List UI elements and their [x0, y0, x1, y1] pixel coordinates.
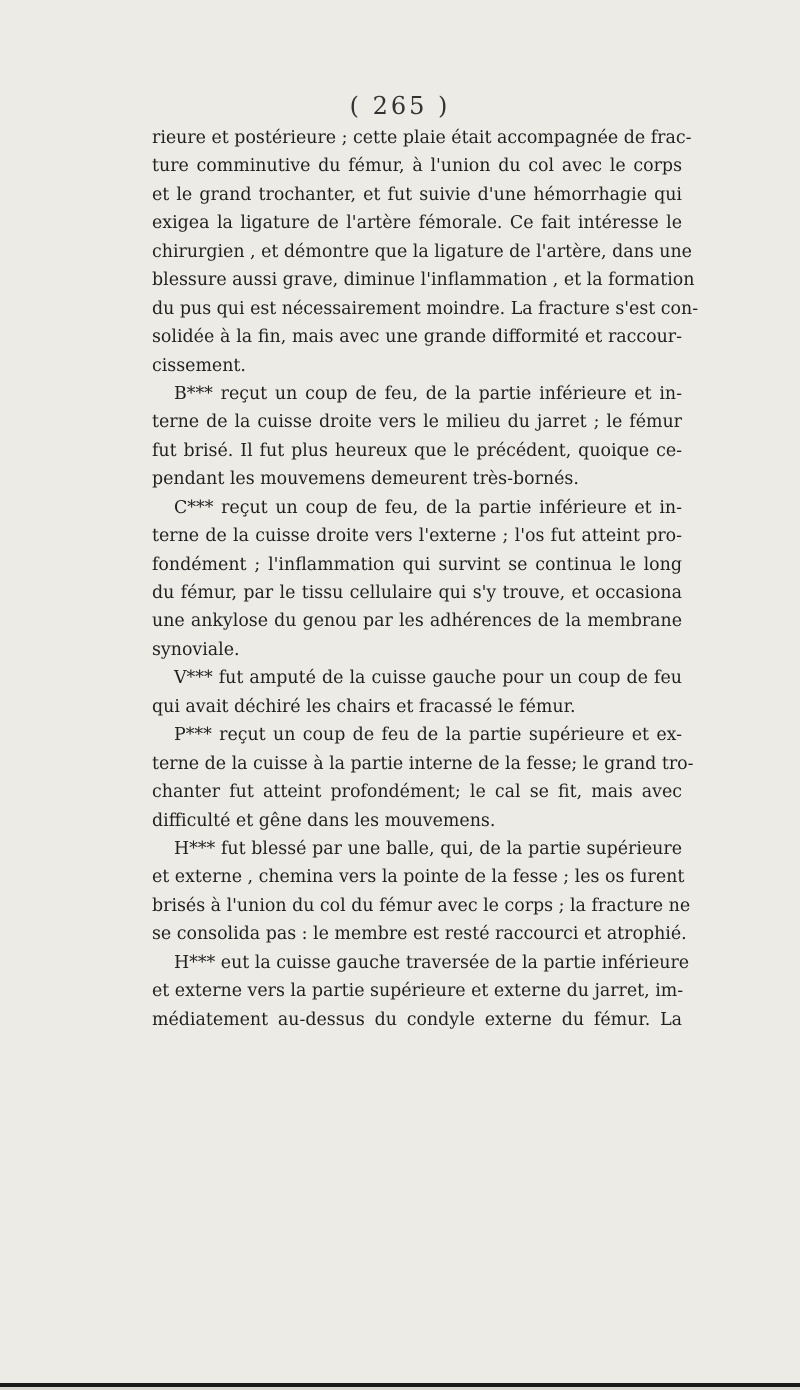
- body-text: [152, 124, 699, 1034]
- text-line: B*** reçut un coup de feu, de la partie inférieure et in-: [174, 383, 682, 404]
- text-line: P*** reçut un coup de feu de la partie supérieure et ex-: [174, 725, 682, 746]
- text-line: brisés à l'union du col du fémur avec le corps ; la fracture ne: [152, 895, 691, 916]
- text-line: se consolida pas : le membre est resté raccourci et atrophié.: [152, 924, 687, 945]
- text-line: chirurgien , et démontre que la ligature de l'artère, dans une: [152, 241, 692, 262]
- text-line: du pus qui est nécessairement moindre. La fracture s'est con-: [152, 298, 699, 319]
- text-line: qui avait déchiré les chairs et fracassé le fémur.: [152, 696, 576, 717]
- text-line: fut brisé. Il fut plus heureux que le précédent, quoique ce-: [152, 440, 682, 461]
- text-line: et le grand trochanter, et fut suivie d'une hémorrhagie qui: [152, 184, 682, 205]
- text-line: synoviale.: [152, 639, 240, 660]
- text-line: chanter fut atteint profondément; le cal se fit, mais avec: [152, 782, 682, 803]
- text-line: H*** eut la cuisse gauche traversée de la partie inférieure: [174, 952, 690, 973]
- text-line: solidée à la fin, mais avec une grande difformité et raccour-: [152, 327, 682, 348]
- text-line: H*** fut blessé par une balle, qui, de la partie supérieure: [174, 838, 682, 859]
- text-line: cissement.: [152, 355, 246, 376]
- text-line: blessure aussi grave, diminue l'inflammation , et la formation: [152, 270, 695, 291]
- text-line: terne de la cuisse à la partie interne de la fesse; le grand tro-: [152, 753, 694, 774]
- text-line: terne de la cuisse droite vers le milieu du jarret ; le fémur: [152, 412, 682, 433]
- text-line: difficulté et gêne dans les mouvemens.: [152, 810, 496, 831]
- text-line: une ankylose du genou par les adhérences de la membrane: [152, 611, 682, 632]
- text-line: terne de la cuisse droite vers l'externe ; l'os fut atteint pro-: [152, 526, 682, 547]
- text-line: exigea la ligature de l'artère fémorale. Ce fait intéresse le: [152, 213, 682, 234]
- text-line: fondément ; l'inflammation qui survint se continua le long: [152, 554, 682, 575]
- page-header: ( 265 ): [349, 92, 451, 120]
- text-line: et externe vers la partie supérieure et externe du jarret, im-: [152, 981, 684, 1002]
- text-line: C*** reçut un coup de feu, de la partie inférieure et in-: [174, 497, 682, 518]
- text-line: médiatement au-dessus du condyle externe du fémur. La: [152, 1009, 682, 1030]
- text-line: rieure et postérieure ; cette plaie était accompagnée de frac-: [152, 128, 692, 148]
- text-line: du fémur, par le tissu cellulaire qui s'y trouve, et occasiona: [152, 583, 682, 603]
- text-line: ture comminutive du fémur, à l'union du col avec le corps: [152, 156, 682, 177]
- text-line: et externe , chemina vers la pointe de la fesse ; les os furent: [152, 867, 685, 888]
- text-line: V*** fut amputé de la cuisse gauche pour un coup de feu: [174, 668, 682, 689]
- text-line: pendant les mouvemens demeurent très-bornés.: [152, 469, 579, 490]
